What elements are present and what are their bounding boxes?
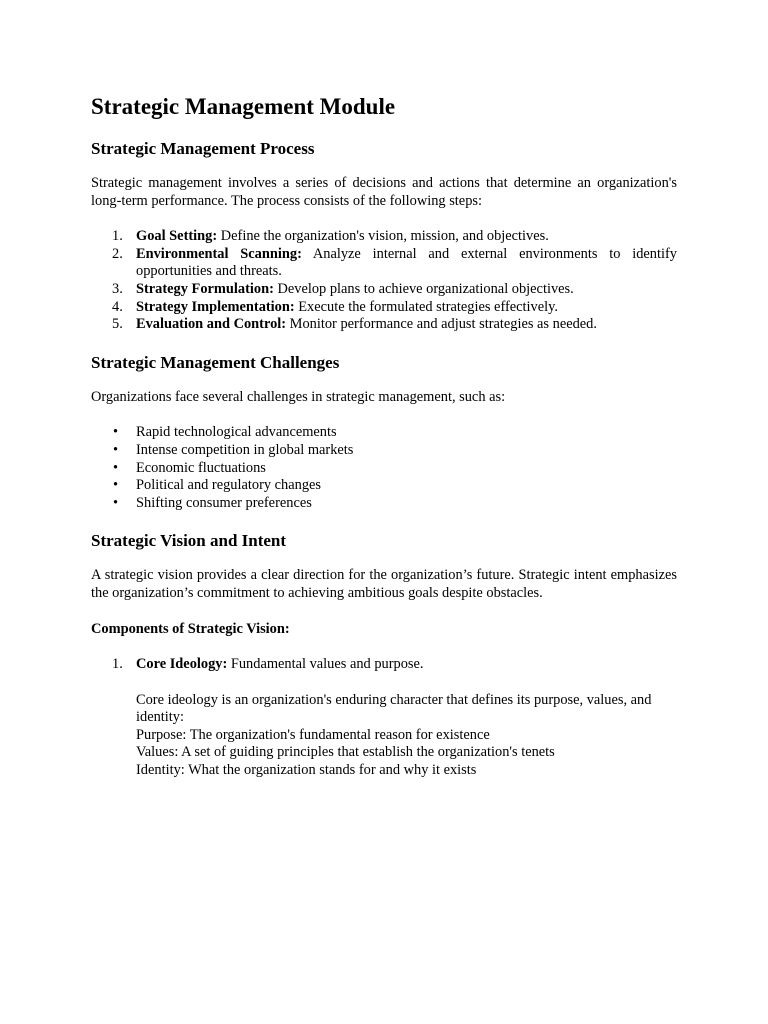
step-term: Strategy Implementation:: [136, 298, 295, 315]
challenge-text: Rapid technological advancements: [136, 424, 337, 441]
vision-intro: A strategic vision provides a clear direction for the organization’s future. Strategic intent emphasizes the organization’s commitment to achieving ambitious goals despite obstacles.: [91, 567, 677, 601]
list-number: 3.: [112, 280, 123, 297]
process-steps-list: [91, 228, 677, 334]
challenges-list: [91, 424, 677, 512]
core-ideology-values: Values: A set of guiding principles that establish the organization's tenets: [136, 744, 555, 761]
component-text: Fundamental values and purpose.: [227, 656, 424, 673]
list-number: 4.: [112, 298, 123, 315]
step-text: Execute the formulated strategies effectively.: [294, 298, 558, 315]
list-number: 5.: [112, 316, 123, 333]
bullet-icon: •: [113, 424, 119, 441]
list-item: [91, 495, 677, 513]
component-term: Core Ideology:: [136, 656, 228, 673]
list-number: 2.: [112, 245, 123, 262]
step-text: Monitor performance and adjust strategies as needed.: [286, 316, 597, 333]
challenges-heading: Strategic Management Challenges: [91, 352, 340, 372]
bullet-icon: •: [113, 477, 119, 494]
step-text: Define the organization's vision, mission, and objectives.: [217, 228, 549, 245]
bullet-icon: •: [113, 441, 119, 458]
core-ideology-identity: Identity: What the organization stands for and why it exists: [136, 762, 477, 779]
list-item: [91, 316, 677, 334]
list-item: [91, 442, 677, 460]
challenge-text: Intense competition in global markets: [136, 441, 354, 458]
bullet-icon: •: [113, 459, 119, 476]
bullet-icon: •: [113, 494, 119, 511]
list-item: [91, 477, 677, 495]
core-ideology-purpose: Purpose: The organization's fundamental reason for existence: [136, 726, 490, 743]
components-list: [91, 656, 677, 674]
list-item: [91, 228, 677, 246]
list-number: 1.: [112, 228, 123, 245]
list-item: [91, 281, 677, 299]
step-term: Environmental Scanning:: [136, 245, 302, 262]
core-ideology-details: [91, 692, 677, 780]
process-intro: Strategic management involves a series of decisions and actions that determine an organization's long-term performance. The process consists of the following steps:: [91, 175, 677, 209]
step-term: Evaluation and Control:: [136, 316, 287, 333]
step-term: Strategy Formulation:: [136, 280, 274, 297]
challenge-text: Political and regulatory changes: [136, 477, 322, 494]
step-term: Goal Setting:: [136, 228, 218, 245]
list-item: [91, 246, 677, 281]
core-ideology-definition: Core ideology is an organization's enduring character that defines its purpose, values, and identity:: [136, 691, 652, 726]
vision-heading: Strategic Vision and Intent: [91, 531, 287, 551]
list-number: 1.: [112, 656, 123, 673]
list-item: [91, 424, 677, 442]
challenge-text: Shifting consumer preferences: [136, 494, 312, 511]
step-text: Develop plans to achieve organizational objectives.: [273, 280, 574, 297]
list-item: [91, 460, 677, 478]
list-item: [91, 656, 677, 674]
list-item: [91, 299, 677, 317]
components-heading: Components of Strategic Vision:: [91, 620, 290, 637]
step-text: Analyze internal and external environments to identify opportunities and threats.: [136, 245, 677, 280]
challenge-text: Economic fluctuations: [136, 459, 266, 476]
process-heading: Strategic Management Process: [91, 139, 315, 158]
challenges-intro: Organizations face several challenges in strategic management, such as:: [91, 388, 506, 405]
document-title: Strategic Management Module: [91, 94, 396, 119]
